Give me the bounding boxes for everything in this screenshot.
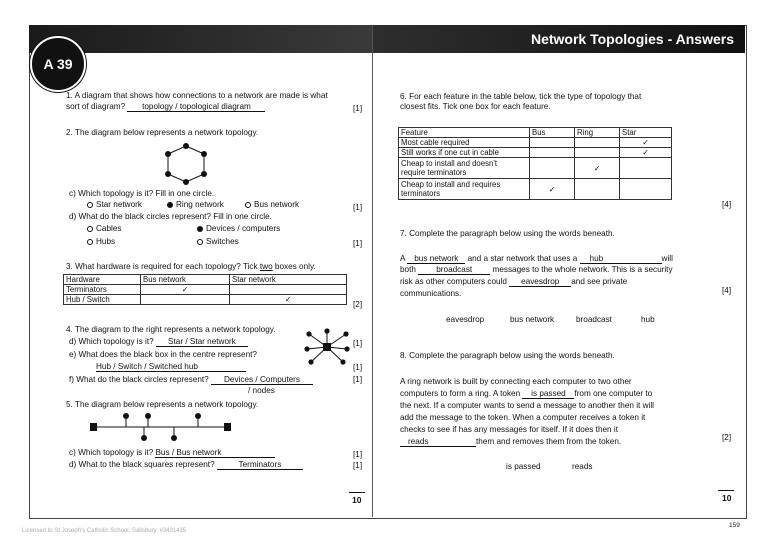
q7-line3 bbox=[400, 277, 627, 287]
q2-d-option-1[interactable] bbox=[87, 224, 122, 234]
q7-blank-4: eavesdrop bbox=[509, 277, 571, 287]
ring-node bbox=[201, 171, 207, 177]
q4-d-answer: Star / Star network bbox=[156, 337, 248, 347]
tick-cell[interactable] bbox=[620, 179, 672, 200]
q5-c-question: c) Which topology is it? bbox=[69, 448, 154, 457]
q2-d-option-3[interactable] bbox=[87, 237, 115, 247]
q5-d-row bbox=[69, 460, 303, 470]
q2-c-question: c) Which topology is it? Fill in one circle. bbox=[69, 189, 215, 198]
star-topology-diagram bbox=[302, 328, 352, 366]
q1-answer: topology / topological diagram bbox=[127, 102, 265, 112]
q7-text: and see private bbox=[571, 277, 628, 286]
q7-word: broadcast bbox=[576, 315, 612, 324]
q5-c-row bbox=[69, 448, 275, 458]
q8-line3: the next. If a computer wants to send a message to another then it will bbox=[400, 401, 654, 410]
feature-line: require terminators bbox=[401, 168, 467, 177]
star-node bbox=[306, 331, 311, 336]
q4-e-question: e) What does the black box in the centre represent? bbox=[69, 350, 257, 359]
table-cell: Terminators bbox=[64, 285, 141, 295]
table-header-row bbox=[399, 128, 672, 138]
table-row bbox=[399, 148, 672, 158]
q7-line4: communications. bbox=[400, 289, 462, 298]
bus-node bbox=[141, 435, 147, 441]
table-cell: Still works if one cut in cable bbox=[399, 148, 530, 158]
q8-line6 bbox=[400, 437, 621, 447]
q2-d-option-1-label: Cables bbox=[96, 224, 122, 233]
q8-intro: 8. Complete the paragraph below using the words beneath. bbox=[400, 351, 615, 360]
q5-d-question: d) What to the black squares represent? bbox=[69, 460, 215, 469]
total-rule bbox=[349, 492, 365, 493]
q5-c-marks: [1] bbox=[353, 450, 363, 459]
radio-filled-icon bbox=[167, 202, 173, 208]
table-header-cell: Star network bbox=[230, 275, 347, 285]
page-title: Network Topologies - Answers bbox=[530, 31, 734, 47]
table-row bbox=[64, 285, 347, 295]
star-node bbox=[308, 359, 313, 364]
radio-empty-icon bbox=[245, 202, 251, 208]
table-header-cell: Feature bbox=[399, 128, 530, 138]
right-total: 10 bbox=[722, 493, 732, 503]
ring-topology-diagram bbox=[160, 142, 212, 188]
q2-d-marks: [1] bbox=[353, 239, 363, 248]
q8-marks: [2] bbox=[722, 433, 732, 442]
q2-d-option-2-label: Devices / computers bbox=[206, 224, 281, 233]
feature-line: Cheap to install and requires bbox=[401, 180, 501, 189]
q1-prefix: sort of diagram? bbox=[66, 102, 126, 111]
table-cell: Hub / Switch bbox=[64, 295, 141, 305]
q2-c-option-2[interactable] bbox=[167, 200, 224, 210]
tick-cell[interactable] bbox=[141, 295, 230, 305]
bus-node bbox=[145, 413, 151, 419]
tick-cell[interactable] bbox=[575, 179, 620, 200]
q2-c-option-3[interactable] bbox=[245, 200, 299, 210]
q7-text: A bbox=[400, 254, 406, 263]
page-divider bbox=[372, 25, 373, 517]
star-node bbox=[344, 346, 349, 351]
total-rule bbox=[718, 490, 734, 491]
q4-e-answer: Hub / Switch / Switched hub bbox=[96, 362, 246, 372]
q7-text: messages to the whole network. This is a security bbox=[492, 265, 673, 274]
q2-intro: 2. The diagram below represents a network topology. bbox=[66, 128, 259, 137]
q7-marks: [4] bbox=[722, 286, 732, 295]
table-header-cell: Bus network bbox=[141, 275, 230, 285]
bus-node bbox=[123, 413, 129, 419]
page-number: 159 bbox=[729, 522, 740, 529]
license-footer: Licensed to St Joseph's Catholic School, Salisbury. #3431435 bbox=[22, 528, 187, 534]
q7-line1 bbox=[400, 254, 673, 264]
table-row bbox=[399, 158, 672, 179]
q4-f-answer-cont: / nodes bbox=[248, 386, 275, 395]
q2-c-marks: [1] bbox=[353, 203, 363, 212]
q2-c-option-1[interactable] bbox=[87, 200, 142, 210]
q7-text: both bbox=[400, 265, 416, 274]
radio-filled-icon bbox=[197, 226, 203, 232]
q2-d-option-4[interactable] bbox=[197, 237, 239, 247]
q3-intro-b: boxes only. bbox=[272, 262, 316, 271]
q7-line2 bbox=[400, 265, 673, 275]
q1-line2 bbox=[66, 102, 265, 112]
q6-line1: 6. For each feature in the table below, tick the type of topology that bbox=[400, 92, 642, 101]
terminator bbox=[224, 423, 231, 431]
table-row bbox=[399, 138, 672, 148]
tick-cell[interactable] bbox=[575, 148, 620, 158]
tick-cell[interactable]: ✓ bbox=[620, 148, 672, 158]
q7-blank-2: hub bbox=[580, 254, 662, 264]
feature-line: Cheap to install and doesn't bbox=[401, 159, 497, 168]
q3-marks: [2] bbox=[353, 300, 363, 309]
tick-cell[interactable] bbox=[530, 158, 575, 179]
q7-blank-3: broadcast bbox=[418, 265, 490, 275]
q3-intro-emphasis: two bbox=[259, 262, 273, 271]
q3-intro bbox=[66, 262, 316, 272]
star-node bbox=[304, 346, 309, 351]
left-total: 10 bbox=[352, 495, 362, 505]
table-cell bbox=[399, 158, 530, 179]
table-row bbox=[64, 295, 347, 305]
q8-line2 bbox=[400, 389, 652, 399]
q4-f-row bbox=[69, 375, 313, 385]
bus-node bbox=[171, 435, 177, 441]
q1-line1: 1. A diagram that shows how connections to a network are made is what bbox=[66, 91, 328, 100]
table-cell: Most cable required bbox=[399, 138, 530, 148]
q1-marks: [1] bbox=[353, 104, 363, 113]
tick-cell[interactable] bbox=[530, 138, 575, 148]
q5-d-marks: [1] bbox=[353, 461, 363, 470]
table-header-cell: Hardware bbox=[64, 275, 141, 285]
q2-d-question: d) What do the black circles represent? Fill in one circle. bbox=[69, 212, 272, 221]
radio-empty-icon bbox=[197, 239, 203, 245]
tick-cell[interactable]: ✓ bbox=[141, 285, 230, 295]
q4-d-row bbox=[69, 337, 248, 347]
q7-intro: 7. Complete the paragraph below using the words beneath. bbox=[400, 229, 615, 238]
q7-word: bus network bbox=[510, 315, 555, 324]
tick-cell[interactable] bbox=[230, 285, 347, 295]
q5-d-answer: Terminators bbox=[217, 460, 303, 470]
q2-d-option-3-label: Hubs bbox=[96, 237, 116, 246]
q7-text: risk as other computers could bbox=[400, 277, 507, 286]
tick-cell[interactable]: ✓ bbox=[530, 179, 575, 200]
q2-d-option-4-label: Switches bbox=[206, 237, 239, 246]
star-node bbox=[340, 359, 345, 364]
q4-d-question: d) Which topology is it? bbox=[69, 337, 154, 346]
q7-text: and a star network that uses a bbox=[467, 254, 578, 263]
q8-blank-1: is passed bbox=[522, 389, 574, 399]
table-header-cell: Bus bbox=[530, 128, 575, 138]
q3-intro-a: 3. What hardware is required for each topology? Tick bbox=[66, 262, 260, 271]
table-header-cell: Star bbox=[620, 128, 672, 138]
terminator bbox=[90, 423, 97, 431]
ring-node bbox=[165, 171, 171, 177]
tick-cell[interactable] bbox=[620, 158, 672, 179]
star-node bbox=[343, 331, 348, 336]
q8-text: computers to form a ring. A token bbox=[400, 389, 521, 398]
q8-line4: add the message to the token. When a computer receives a token it bbox=[400, 413, 646, 422]
q6-marks: [4] bbox=[722, 200, 732, 209]
q2-d-option-2[interactable] bbox=[197, 224, 280, 234]
radio-empty-icon bbox=[87, 226, 93, 232]
q8-line1: A ring network is built by connecting each computer to two other bbox=[400, 377, 632, 386]
radio-empty-icon bbox=[87, 239, 93, 245]
table-header-cell: Ring bbox=[575, 128, 620, 138]
tick-cell[interactable]: ✓ bbox=[620, 138, 672, 148]
activity-badge: A 39 bbox=[30, 36, 86, 92]
q5-c-answer: Bus / Bus network bbox=[155, 448, 275, 458]
q8-word: reads bbox=[572, 462, 593, 471]
q4-f-marks: [1] bbox=[353, 375, 363, 384]
q4-f-answer: Devices / Computers bbox=[211, 375, 313, 385]
tick-cell[interactable] bbox=[530, 148, 575, 158]
q2-c-option-3-label: Bus network bbox=[254, 200, 300, 209]
q8-text: from one computer to bbox=[574, 389, 653, 398]
q4-e-marks: [1] bbox=[353, 363, 363, 372]
q7-word: hub bbox=[641, 315, 655, 324]
ring-node bbox=[183, 179, 189, 185]
q7-word: eavesdrop bbox=[446, 315, 485, 324]
q2-c-option-2-label: Ring network bbox=[176, 200, 224, 209]
q8-word: is passed bbox=[506, 462, 541, 471]
star-hub bbox=[323, 343, 331, 351]
radio-empty-icon bbox=[87, 202, 93, 208]
q4-intro: 4. The diagram to the right represents a network topology. bbox=[66, 325, 276, 334]
q8-text: them and removes them from the token. bbox=[476, 437, 622, 446]
q7-text: will bbox=[661, 254, 673, 263]
q8-line5: checks to see if has any messages for itself. If it does then it bbox=[400, 425, 618, 434]
q6-table bbox=[398, 127, 672, 200]
ring-node bbox=[183, 143, 189, 149]
tick-cell[interactable]: ✓ bbox=[230, 295, 347, 305]
q4-e-row bbox=[96, 362, 246, 372]
feature-line: terminators bbox=[401, 189, 440, 198]
ring-node bbox=[165, 151, 171, 157]
q4-d-marks: [1] bbox=[353, 339, 363, 348]
q7-blank-1: bus network bbox=[407, 254, 465, 264]
q4-f-question: f) What do the black circles represent? bbox=[69, 375, 209, 384]
q6-line2: closest fits. Tick one box for each feature. bbox=[400, 102, 551, 111]
q5-intro: 5. The diagram below represents a network topology. bbox=[66, 400, 259, 409]
ring-node bbox=[201, 151, 207, 157]
q8-blank-2: reads bbox=[400, 437, 476, 447]
q3-table bbox=[63, 274, 347, 305]
bus-node bbox=[195, 413, 201, 419]
table-header-row bbox=[64, 275, 347, 285]
table-row bbox=[399, 179, 672, 200]
tick-cell[interactable] bbox=[575, 138, 620, 148]
tick-cell[interactable]: ✓ bbox=[575, 158, 620, 179]
q2-c-option-1-label: Star network bbox=[96, 200, 142, 209]
bus-topology-diagram bbox=[88, 412, 234, 442]
star-node bbox=[324, 328, 329, 333]
table-cell bbox=[399, 179, 530, 200]
